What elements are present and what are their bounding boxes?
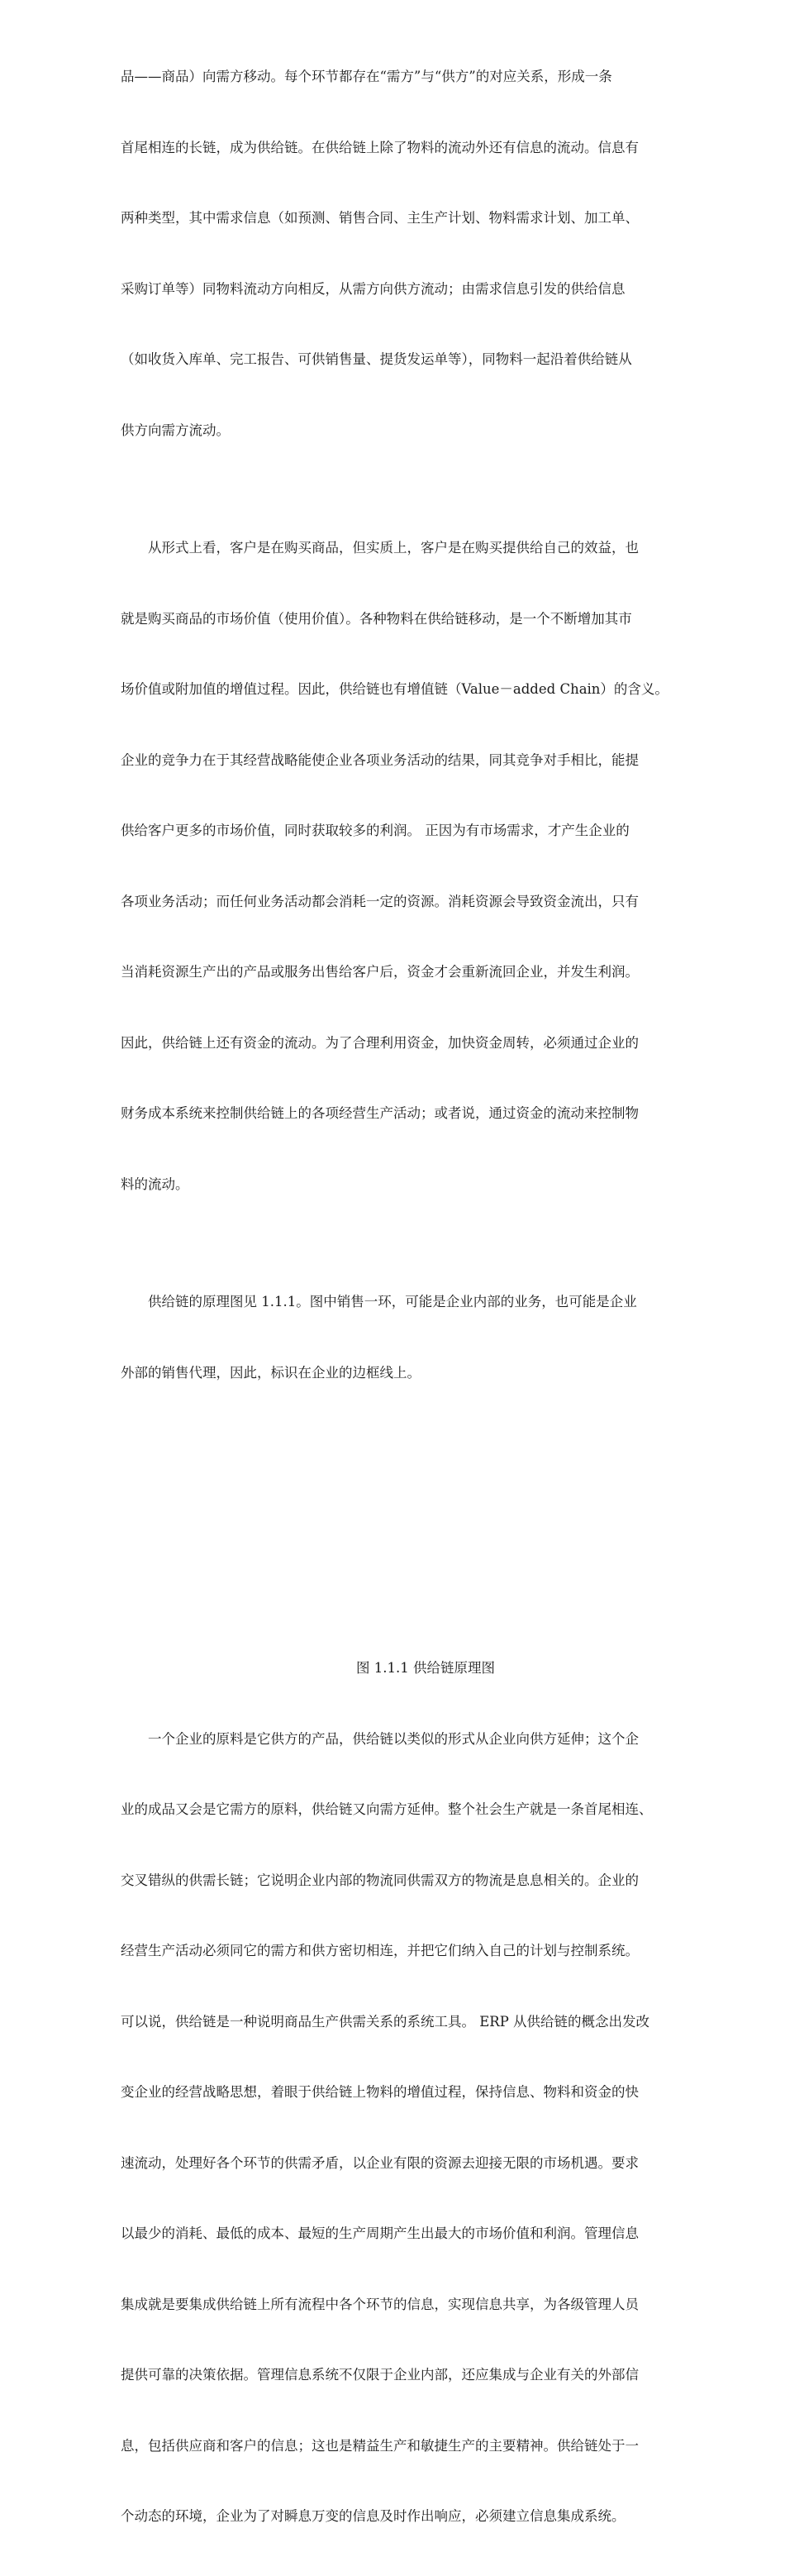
- text-line: 经营生产活动必须同它的需方和供方密切相连，并把它们纳入自己的计划与控制系统。: [121, 1943, 639, 1958]
- paragraph-intro: [121, 18, 730, 489]
- text-line: 业的成品又会是它需方的原料，供给链又向需方延伸。整个社会生产就是一条首尾相连、: [121, 1801, 653, 1817]
- text-line: 供给链的原理图见 1.1.1。图中销售一环，可能是企业内部的业务，也可能是企业: [121, 1294, 637, 1309]
- figure-caption: 图 1.1.1 供给链原理图: [356, 1660, 495, 1676]
- paragraph-erp: [121, 1681, 730, 2576]
- text-line: 品——商品）向需方移动。每个环节都存在“需方”与“供方”的对应关系，形成一条: [121, 69, 612, 84]
- text-line: 集成就是要集成供给链上所有流程中各个环节的信息，实现信息共享，为各级管理人员: [121, 2296, 639, 2312]
- text-line: 场价值或附加值的增值过程。因此，供给链也有增值链（Value－added Chain）的含义。: [121, 681, 668, 697]
- text-line: 两种类型，其中需求信息（如预测、销售合同、主生产计划、物料需求计划、加工单、: [121, 210, 639, 226]
- text-line: 财务成本系统来控制供给链上的各项经营生产活动；或者说，通过资金的流动来控制物: [121, 1105, 639, 1121]
- text-line: 就是购买商品的市场价值（使用价值）。各种物料在供给链移动，是一个不断增加其市: [121, 610, 632, 627]
- text-line: 首尾相连的长链，成为供给链。在供给链上除了物料的流动外还有信息的流动。信息有: [121, 139, 639, 155]
- text-line: （如收货入库单、完工报告、可供销售量、提货发运单等），同物料一起沿着供给链从: [121, 351, 632, 367]
- text-line: 供给客户更多的市场价值，同时获取较多的利润。 正因为有市场需求，才产生企业的: [121, 823, 630, 838]
- text-line: 一个企业的原料是它供方的产品，供给链以类似的形式从企业向供方延伸；这个企: [121, 1730, 639, 1747]
- text-line: 因此，供给链上还有资金的流动。为了合理利用资金，加快资金周转，必须通过企业的: [121, 1034, 639, 1051]
- text-line: 变企业的经营战略思想，着眼于供给链上物料的增值过程，保持信息、物料和资金的快: [121, 2084, 639, 2100]
- text-line: 采购订单等）同物料流动方向相反，从需方向供方流动；由需求信息引发的供给信息: [121, 280, 626, 297]
- text-line: 可以说，供给链是一种说明商品生产供需关系的系统工具。 ERP 从供给链的概念出发改: [121, 2013, 650, 2030]
- paragraph-figure-reference: [121, 1243, 730, 1432]
- text-line: 当消耗资源生产出的产品或服务出售给客户后，资金才会重新流回企业，并发生利润。: [121, 964, 639, 980]
- text-line: 企业的竞争力在于其经营战略能使企业各项业务活动的结果，同其竞争对手相比，能提: [121, 751, 639, 768]
- text-line: 以最少的消耗、最低的成本、最短的生产周期产生出最大的市场价值和利润。管理信息: [121, 2225, 639, 2241]
- text-line: 交叉错纵的供需长链；它说明企业内部的物流同供需双方的物流是息息相关的。企业的: [121, 1872, 639, 1888]
- text-line: 料的流动。: [121, 1176, 189, 1192]
- text-line: 供方向需方流动。: [121, 422, 230, 438]
- text-line: 个动态的环境，企业为了对瞬息万变的信息及时作出响应，必须建立信息集成系统。: [121, 2508, 626, 2524]
- text-line: 速流动，处理好各个环节的供需矛盾，以企业有限的资源去迎接无限的市场机遇。要求: [121, 2154, 639, 2171]
- text-line: 外部的销售代理，因此，标识在企业的边框线上。: [121, 1364, 421, 1381]
- document-page: [121, 18, 730, 2576]
- paragraph-value-chain: [121, 489, 730, 1243]
- text-line: 提供可靠的决策依据。管理信息系统不仅限于企业内部，还应集成与企业有关的外部信: [121, 2367, 639, 2383]
- text-line: 息，包括供应商和客户的信息；这也是精益生产和敏捷生产的主要精神。供给链处于一: [121, 2437, 639, 2454]
- text-line: 各项业务活动；而任何业务活动都会消耗一定的资源。消耗资源会导致资金流出，只有: [121, 893, 639, 909]
- figure-placeholder: [121, 1432, 730, 1657]
- text-line: 从形式上看，客户是在购买商品，但实质上，客户是在购买提供给自己的效益，也: [121, 540, 639, 556]
